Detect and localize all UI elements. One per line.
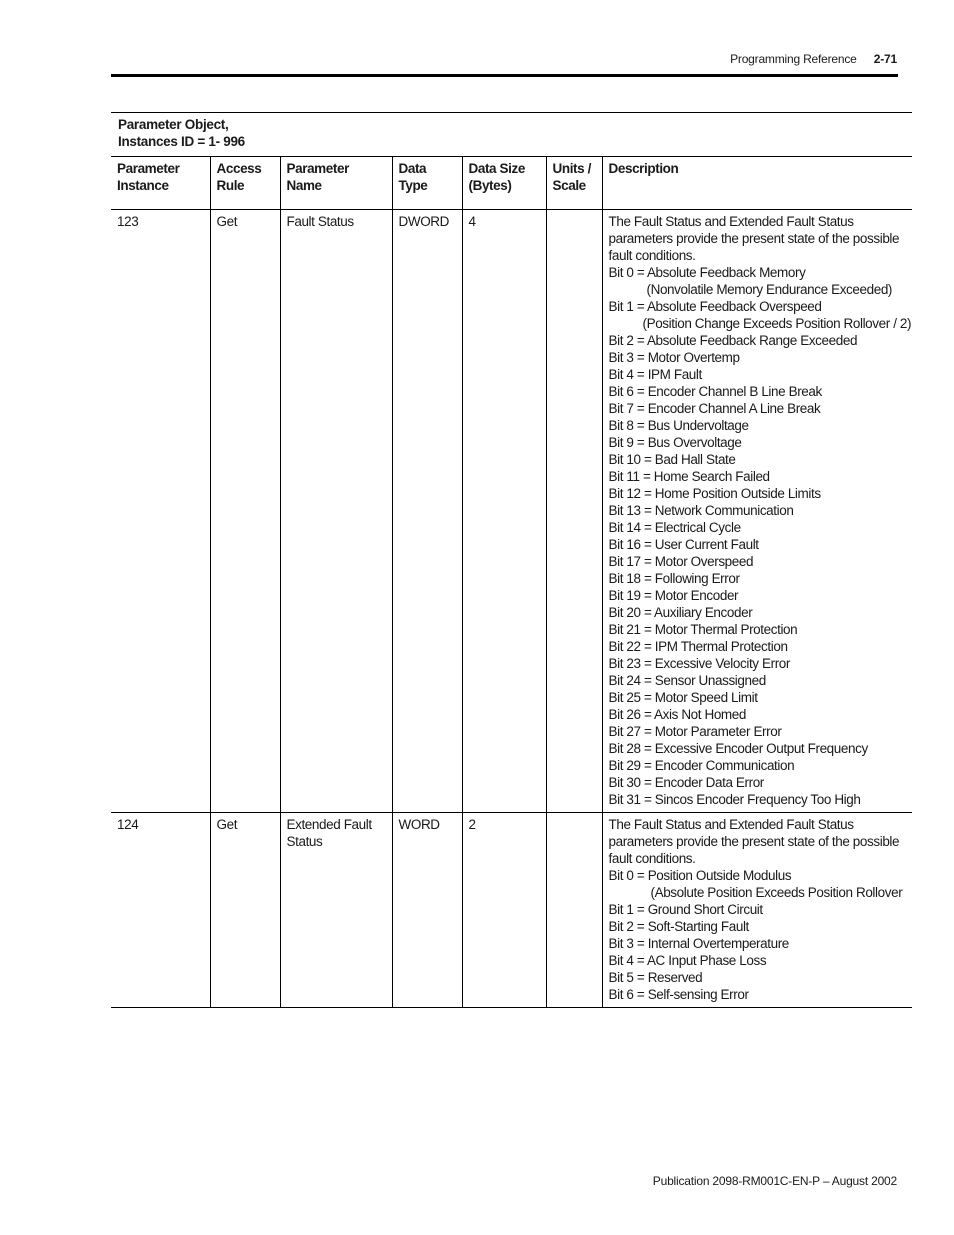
fault-bit-item: Bit 16 = User Current Fault bbox=[608, 537, 759, 552]
fault-bit-item: Bit 5 = Reserved bbox=[608, 970, 703, 985]
fault-bit-item: Bit 18 = Following Error bbox=[608, 571, 740, 586]
column-header-data-size bbox=[462, 157, 546, 210]
fault-bit-item: Bit 27 = Motor Parameter Error bbox=[608, 724, 782, 739]
description-intro-line: The Fault Status and Extended Fault Status bbox=[608, 817, 854, 832]
cell-units-scale bbox=[546, 813, 602, 1008]
fault-bit-item: Bit 0 = Position Outside Modulus bbox=[608, 868, 792, 883]
column-header-line: Instance bbox=[117, 178, 169, 193]
fault-bit-item: Bit 17 = Motor Overspeed bbox=[608, 554, 754, 569]
column-header-access-rule bbox=[210, 157, 280, 210]
fault-bit-item: Bit 1 = Ground Short Circuit bbox=[608, 902, 763, 917]
column-header-line: Data Size bbox=[468, 161, 525, 176]
column-header-line: Name bbox=[286, 178, 322, 193]
fault-bit-item: Bit 20 = Auxiliary Encoder bbox=[608, 605, 753, 620]
fault-bit-item: Bit 25 = Motor Speed Limit bbox=[608, 690, 758, 705]
table-row bbox=[111, 210, 912, 813]
cell-parameter-name: Fault Status bbox=[280, 210, 392, 813]
parameter-table bbox=[111, 157, 912, 1008]
table-row bbox=[111, 813, 912, 1008]
running-header bbox=[730, 52, 897, 66]
object-title-line2: Instances ID = 1- 996 bbox=[118, 134, 245, 149]
fault-bit-item: Bit 22 = IPM Thermal Protection bbox=[608, 639, 788, 654]
header-rule bbox=[111, 74, 898, 77]
cell-access-rule: Get bbox=[210, 813, 280, 1008]
cell-parameter-instance: 124 bbox=[111, 813, 210, 1008]
fault-bit-item: Bit 10 = Bad Hall State bbox=[608, 452, 736, 467]
column-header-line: Rule bbox=[216, 178, 245, 193]
description-intro-line: fault conditions. bbox=[608, 851, 696, 866]
description-intro-line: parameters provide the present state of the possible bbox=[608, 231, 900, 246]
cell-data-type: DWORD bbox=[392, 210, 462, 813]
column-header-line: Units / bbox=[552, 161, 591, 176]
fault-bit-detail: (Absolute Position Exceeds Position Rollover bbox=[650, 885, 903, 900]
cell-description bbox=[602, 210, 912, 813]
column-header-line: Type bbox=[398, 178, 428, 193]
fault-bit-item: Bit 2 = Soft-Starting Fault bbox=[608, 919, 749, 934]
fault-bit-item: Bit 6 = Encoder Channel B Line Break bbox=[608, 384, 822, 399]
fault-bit-item: Bit 12 = Home Position Outside Limits bbox=[608, 486, 821, 501]
fault-bit-item: Bit 24 = Sensor Unassigned bbox=[608, 673, 766, 688]
cell-parameter-instance: 123 bbox=[111, 210, 210, 813]
fault-bit-item: Bit 0 = Absolute Feedback Memory bbox=[608, 265, 806, 280]
column-header-line: Parameter bbox=[117, 161, 180, 176]
column-header-description bbox=[602, 157, 912, 210]
column-header-units-scale bbox=[546, 157, 602, 210]
fault-bit-item: Bit 19 = Motor Encoder bbox=[608, 588, 739, 603]
description-intro-line: parameters provide the present state of the possible bbox=[608, 834, 900, 849]
page-number: 2-71 bbox=[873, 52, 897, 66]
fault-bit-item: Bit 26 = Axis Not Homed bbox=[608, 707, 746, 722]
column-header-parameter-instance bbox=[111, 157, 210, 210]
fault-bit-item: Bit 31 = Sincos Encoder Frequency Too High bbox=[608, 792, 861, 807]
fault-bit-item: Bit 4 = AC Input Phase Loss bbox=[608, 953, 767, 968]
column-header-line: Parameter bbox=[286, 161, 349, 176]
cell-data-size: 2 bbox=[462, 813, 546, 1008]
fault-bit-item: Bit 30 = Encoder Data Error bbox=[608, 775, 764, 790]
fault-bit-item: Bit 6 = Self-sensing Error bbox=[608, 987, 749, 1002]
publication-footer: Publication 2098-RM001C-EN-P – August 2002 bbox=[652, 1174, 897, 1188]
fault-bit-item: Bit 23 = Excessive Velocity Error bbox=[608, 656, 791, 671]
section-title: Programming Reference bbox=[730, 52, 857, 66]
fault-bit-item: Bit 8 = Bus Undervoltage bbox=[608, 418, 749, 433]
fault-bit-item: Bit 3 = Motor Overtemp bbox=[608, 350, 740, 365]
cell-parameter-name: Extended Fault Status bbox=[280, 813, 392, 1008]
description-intro-line: The Fault Status and Extended Fault Status bbox=[608, 214, 854, 229]
fault-bit-item: Bit 1 = Absolute Feedback Overspeed bbox=[608, 299, 822, 314]
fault-bit-item: Bit 28 = Excessive Encoder Output Frequency bbox=[608, 741, 868, 756]
column-header-line: Description bbox=[608, 161, 679, 176]
column-header-line: (Bytes) bbox=[468, 178, 512, 193]
column-header-line: Data bbox=[398, 161, 427, 176]
fault-bit-item: Bit 13 = Network Communication bbox=[608, 503, 794, 518]
column-header-line: Scale bbox=[552, 178, 586, 193]
column-header-parameter-name bbox=[280, 157, 392, 210]
column-header-line: Access bbox=[216, 161, 262, 176]
cell-units-scale bbox=[546, 210, 602, 813]
cell-access-rule: Get bbox=[210, 210, 280, 813]
fault-bit-item: Bit 29 = Encoder Communication bbox=[608, 758, 795, 773]
description-intro-line: fault conditions. bbox=[608, 248, 696, 263]
fault-bit-item: Bit 7 = Encoder Channel A Line Break bbox=[608, 401, 821, 416]
fault-bit-item: Bit 11 = Home Search Failed bbox=[608, 469, 770, 484]
fault-bit-item: Bit 3 = Internal Overtemperature bbox=[608, 936, 789, 951]
column-header-data-type bbox=[392, 157, 462, 210]
cell-data-size: 4 bbox=[462, 210, 546, 813]
cell-data-type: WORD bbox=[392, 813, 462, 1008]
fault-bit-item: Bit 4 = IPM Fault bbox=[608, 367, 702, 382]
fault-bit-item: Bit 9 = Bus Overvoltage bbox=[608, 435, 742, 450]
table-body bbox=[111, 210, 912, 1008]
table-header-row bbox=[111, 157, 912, 210]
fault-bit-item: Bit 21 = Motor Thermal Protection bbox=[608, 622, 798, 637]
fault-bit-item: Bit 2 = Absolute Feedback Range Exceeded bbox=[608, 333, 858, 348]
fault-bit-detail: (Nonvolatile Memory Endurance Exceeded) bbox=[646, 282, 893, 297]
parameter-table-block bbox=[111, 112, 912, 1008]
cell-description bbox=[602, 813, 912, 1008]
object-title bbox=[111, 113, 912, 156]
fault-bit-detail: (Position Change Exceeds Position Rollover / 2) bbox=[642, 316, 912, 331]
fault-bit-item: Bit 14 = Electrical Cycle bbox=[608, 520, 741, 535]
object-title-line1: Parameter Object, bbox=[118, 117, 229, 132]
